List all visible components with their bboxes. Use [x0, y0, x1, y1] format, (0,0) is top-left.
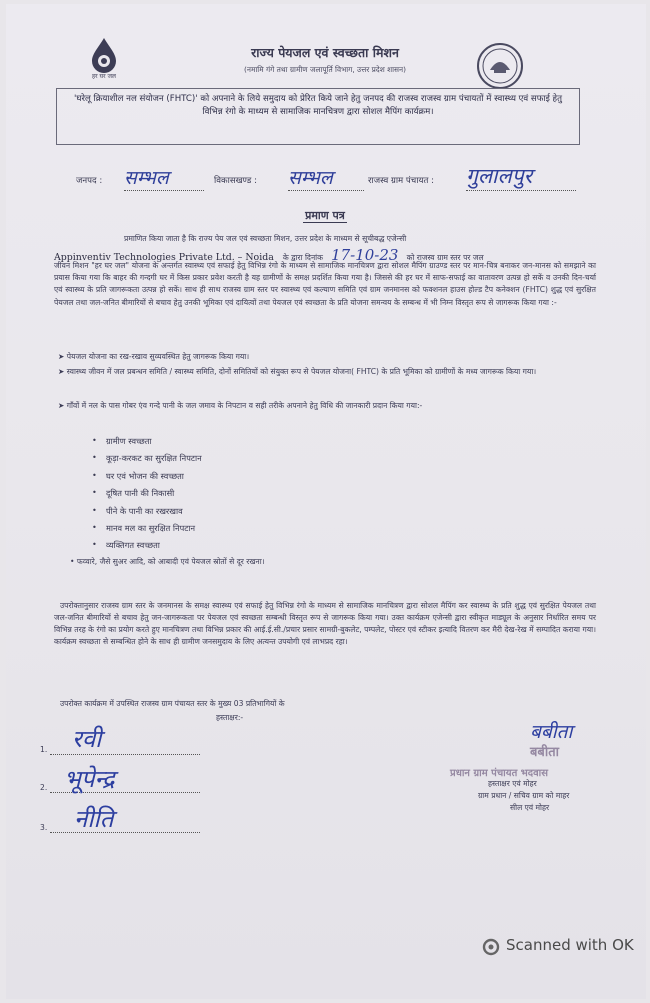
participant-2-number: 2. [40, 783, 48, 792]
scanner-logo-icon [482, 938, 500, 956]
agency-name: Appinventiv Technologies Private Ltd. – Noida [54, 252, 274, 264]
pradhan-signature: बबीता [530, 721, 573, 743]
participant-1-number: 1. [40, 745, 48, 754]
participant-2-signature: भूपेन्द्र [64, 765, 115, 793]
hygiene-topics-list [92, 436, 392, 558]
location-fields [76, 164, 596, 192]
summary-paragraph: उपरोक्तानुसार राजस्व ग्राम स्तर के जनमानस के समक्ष स्वास्थ्य एवं सफाई हेतु विभिन्न रंगो के माध्यम से सामाजिक मानचित्रण द्वारा सोशल मैपिंग कर स्वास्थ्य के प्रति शुद्ध एवं सुरक्षित पेयजल तथा जल-जनित बीमारियों से बचाव हेतु जन-जागरूकता पर पेयजल एवं स्वच्छता सम्बन्धी विस्तृत रूप से जागरूक किया गया। उक्त कार्यक्रम एजेन्सी द्वारा स्वीकृत माड्यूल के अनुसार निर्धारित समय पर विभिन्न तरह के रंगो का प्रयोग करते हुए मानचित्रण तथा विभिन्न प्रकार की आई.ई.सी./प्रचार प्रसार सामग्री-बुकलेट, पम्पलेट, पोस्टर एवं स्टीकर इत्यादि वितरण कर मैरी देख-रेख में सम्पादित कराया गया। कार्यक्रम स्वच्छता से सम्बन्धित होने के साथ ही ग्रामीण जनसमुदाय के लिए अत्यन्त उपयोगी एवं लाभप्रद रहा। [54, 601, 596, 647]
pradhan-stamp-title: प्रधान ग्राम पंचायत भदवास [450, 768, 549, 779]
list-item: • घर एवं भोजन की स्वच्छता [92, 471, 392, 488]
bullet-3: ➤ गाँवों में नल के पास गोबर एंव गन्दे पानी के जल जमाव के निपटान व सही तरीके अपनाने हेतु विधि की जानकारी प्रदान किया गया:- [58, 401, 423, 410]
list-item: • व्यक्तिगत स्वच्छता [92, 540, 392, 557]
bullet-1: ➤ पेयजल योजना का रख-रखाव सुव्यवस्थित हेतु जागरूक किया गया। [58, 352, 250, 361]
district-value: सम्भल [124, 164, 204, 191]
list-item: • ग्रामीण स्वच्छता [92, 436, 392, 453]
participant-3-number: 3. [40, 823, 48, 832]
signature-line-3 [50, 832, 200, 833]
sign-caption-3: सील एवं मोहर [510, 803, 550, 812]
pradhan-stamp-name: बबीता [530, 745, 559, 760]
village-label: राजस्व ग्राम पंचायत : [368, 176, 434, 186]
intro-paragraph: प्रमाणित किया जाता है कि राज्य पेय जल एवं स्वच्छता मिशन, उत्तर प्रदेश के माध्यम से सूचीबद्ध एजेन्सी Appinventiv Technologies Private Ltd. – Noida के द्वारा दिनांक 17-10-23 को राजस्व ग्राम स्तर पर जल जीवन मिशन "हर घर जल" योजना के अन्तर्गत स्वास्थ्य एवं सफाई हेतु विभिन्न रंगो के माध्यम से सामाजिक मानचित्रण द्वारा सोशल मैपिंग ग्राउण्ड स्तर पर मान-चित्र बनाकर जन-मानस को समझाने का प्रयास किया गया कि बाहर की गन्दगी घर में किस प्रकार प्रवेश करती है यह ग्रामीणों के समक्ष प्रदर्शित किया गया है। जिससे की हर घर में साफ-सफाई का वातावरण उत्पन्न हो सकें व उनकी दिन-चर्या एवं स्वास्थ्य के प्रति जागरूकता उत्पन्न हो सकें। साथ ही साथ राजस्व ग्राम स्तर पर स्वास्थ्य एवं कल्याण समिति एवं ग्राम जनमानस को फक्शनल हाउस होल्ड टैप कनेक्शन (FHTC) शुद्ध एवं सुरक्षित पेयजल तथा जल-जनित बीमारियों से बचाव हेतु उनकी भूमिका एवं दायित्वों तथा पेयजल एवं स्वच्छता के प्रति योजना समन्वय के सम्बन्ध में भी निम्न विस्तृत रूप से जागरूक किया गया :- [54, 234, 596, 307]
scanner-watermark: Scanned with OK [506, 936, 634, 954]
village-value: गुलालपुर [466, 162, 576, 191]
program-heading-box [56, 88, 580, 145]
logo-text: हर घर जल [92, 73, 116, 80]
list-item: • पीने के पानी का रखरखाव [92, 506, 392, 523]
sign-caption-1: हस्ताक्षर एवं मोहर [488, 779, 537, 788]
page-title: राज्य पेयजल एवं स्वच्छता मिशन [251, 45, 399, 60]
bullet-2: ➤ स्वास्थ्य जीवन में जल प्रबन्धन समिति / स्वास्थ्य समिति, दोनों समितियों को संयुक्त रूप से पेयजल योजना( FHTC) के प्रति भूमिका को ग्रामीणों के मध्य जागरूक किया गया। [58, 367, 537, 376]
participants-intro: उपरोक्त कार्यक्रम में उपस्थित राजस्व ग्राम पंचायत स्तर के मुख्य 03 प्रतिभागियों के [60, 699, 285, 708]
bullet-4: • फव्वारे, जैसे सुअर आदि, को आबादी एवं पेयजल स्रोतों से दूर रखना। [70, 557, 265, 566]
program-heading-text: 'घरेलू क्रियाशील नल संयोजन (FHTC)' को अपनाने के लिये समुदाय को प्रेरित किये जाने हेतु जनपद की राजस्व राजस्व ग्राम पंचायतों में स्वास्थ्य एवं सफाई हेतु विभिन्न रंगो के माध्यम से सामाजिक मानचित्रण द्वारा सोशल मैपिंग कार्यक्रम। [74, 94, 562, 118]
list-item: • कूड़ा-करकट का सुरक्षित निपटान [92, 453, 392, 470]
list-item: • दूषित पानी की निकासी [92, 488, 392, 505]
sign-caption-2: ग्राम प्रधान / सचिव ग्राम को माहर [478, 791, 570, 800]
block-label: विकासखण्ड : [214, 176, 257, 186]
list-item: • मानव मल का सुरक्षित निपटान [92, 523, 392, 540]
block-value: सम्भल [288, 164, 364, 191]
certificate-title: प्रमाण पत्र [305, 209, 345, 222]
participant-3-signature: नीति [74, 805, 114, 833]
signature-label: हस्ताक्षर:- [216, 713, 244, 722]
participant-1-signature: रवी [72, 725, 102, 753]
program-date: 17-10-23 [331, 246, 399, 265]
district-label: जनपद : [76, 176, 103, 186]
page-subtitle: (नमामि गंगे तथा ग्रामीण जलापूर्ति विभाग, उत्तर प्रदेश शासन) [243, 65, 406, 74]
